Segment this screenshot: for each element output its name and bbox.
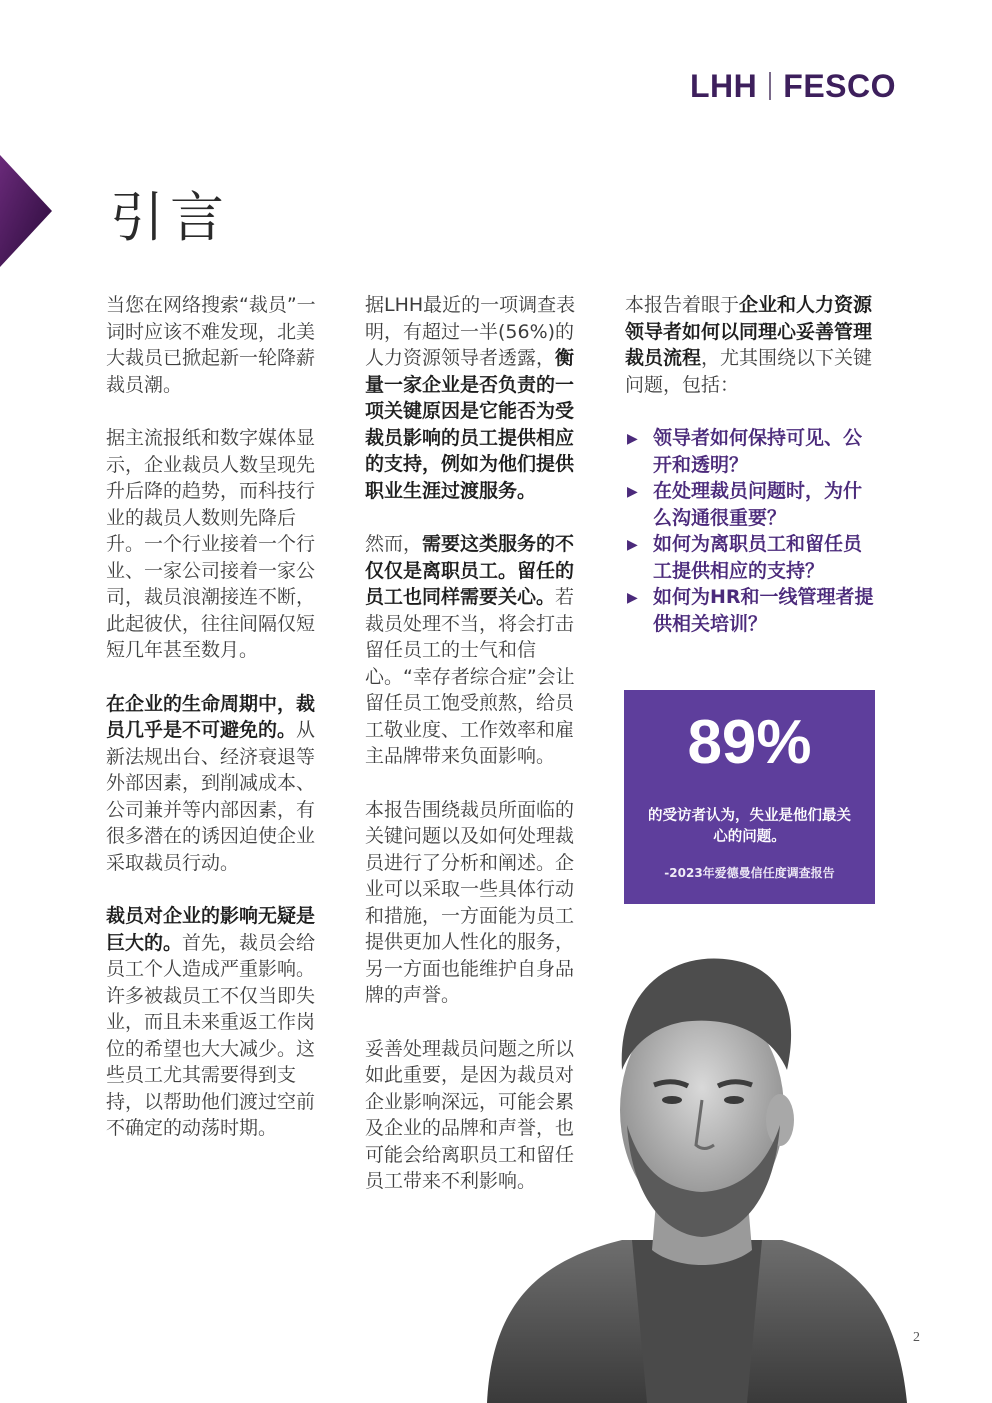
intro-paragraph <box>625 292 875 398</box>
paragraph-text: 本报告着眼于 <box>625 294 740 316</box>
page-number: 2 <box>913 1330 920 1345</box>
paragraph <box>365 531 591 770</box>
stat-callout <box>624 690 875 904</box>
stat-description: 的受访者认为，失业是他们最关心的问题。 <box>648 808 851 845</box>
page-title: 引言 <box>110 186 230 249</box>
bold-lead: 裁员对企业的影响无疑是巨大的。 <box>106 905 316 954</box>
question-text: 领导者如何保持可见、公开和透明？ <box>653 427 863 476</box>
paragraph: 据主流报纸和数字媒体显示，企业裁员人数呈现先升后降的趋势，而科技行业的裁员人数则先降后升。一个行业接着一个行业、一家公司接着一家公司，裁员浪潮接连不断，此起彼伏，往往间隔仅短短几年甚至数月。 <box>106 427 316 661</box>
list-item <box>625 531 875 584</box>
brand-lhh: LHH <box>690 68 758 104</box>
portrait-photo <box>482 940 910 1403</box>
paragraph-text: 首先，裁员会给员工个人造成严重影响。许多被裁员工不仅当即失业，而且未来重返工作岗位的希望也大大减少。这些员工尤其需要得到支持，以帮助他们渡过空前不确定的动荡时期。 <box>106 931 316 1139</box>
bold-lead: 在企业的生命周期中，裁员几乎是不可避免的。 <box>106 692 316 741</box>
column-3 <box>625 292 875 637</box>
bold-text: 需要这类服务的不仅仅是离职员工。留任的员工也同样需要关心。 <box>365 533 575 608</box>
column-1 <box>106 292 332 1169</box>
triangle-bullet-icon: ▶ <box>627 431 638 447</box>
key-questions-list <box>625 425 875 637</box>
triangle-bullet-icon: ▶ <box>627 484 638 500</box>
paragraph <box>106 691 332 877</box>
paragraph <box>106 903 332 1142</box>
question-text: 如何为离职员工和留任员工提供相应的支持？ <box>653 533 863 582</box>
list-item <box>625 584 875 637</box>
brand-fesco: FESCO <box>783 68 896 104</box>
list-item <box>625 425 875 478</box>
brand-divider <box>769 72 771 100</box>
paragraph: 妥善处理裁员问题之所以如此重要，是因为裁员对企业影响深远，可能会累及企业的品牌和声誉，也可能会给离职员工和留任员工带来不利影响。 <box>365 1037 575 1192</box>
brand-logo <box>690 68 920 105</box>
paragraph-text: 若裁员处理不当，将会打击留任员工的士气和信心。“幸存者综合症”会让留任员工饱受煎熬，给员工敬业度、工作效率和雇主品牌带来负面影响。 <box>365 586 575 767</box>
question-text: 在处理裁员问题时，为什么沟通很重要？ <box>653 480 863 529</box>
bold-text: 衡量一家企业是否负责的一项关键原因是它能否为受裁员影响的员工提供相应的支持，例如为他们提供职业生涯过渡服务。 <box>365 347 575 502</box>
question-text: 如何为HR和一线管理者提供相关培训？ <box>653 586 874 635</box>
section-marker-icon <box>0 155 52 267</box>
triangle-bullet-icon: ▶ <box>627 537 638 553</box>
list-item <box>625 478 875 531</box>
stat-value: 89% <box>687 708 812 777</box>
triangle-bullet-icon: ▶ <box>627 590 638 606</box>
paragraph <box>365 292 591 504</box>
paragraph: 本报告围绕裁员所面临的关键问题以及如何处理裁员进行了分析和阐述。企业可以采取一些具体行动和措施，一方面能为员工提供更加人性化的服务，另一方面也能维护自身品牌的声誉。 <box>365 798 575 1006</box>
paragraph-text: 然而， <box>365 533 423 555</box>
stat-source: -2023年爱德曼信任度调查报告 <box>664 866 835 880</box>
paragraph-text: 据LHH最近的一项调查表明，有超过一半(56%)的人力资源领导者透露， <box>365 294 576 369</box>
paragraph-text: ，尤其围绕以下关键问题，包括： <box>625 347 873 396</box>
paragraph: 当您在网络搜索“裁员”一词时应该不难发现，北美大裁员已掀起新一轮降薪裁员潮。 <box>106 294 316 396</box>
bold-text: 企业和人力资源领导者如何以同理心妥善管理裁员流程 <box>625 294 873 369</box>
paragraph-text: 从新法规出台、经济衰退等外部因素，到削减成本、公司兼并等内部因素，有很多潜在的诱因迫使企业采取裁员行动。 <box>106 719 316 874</box>
